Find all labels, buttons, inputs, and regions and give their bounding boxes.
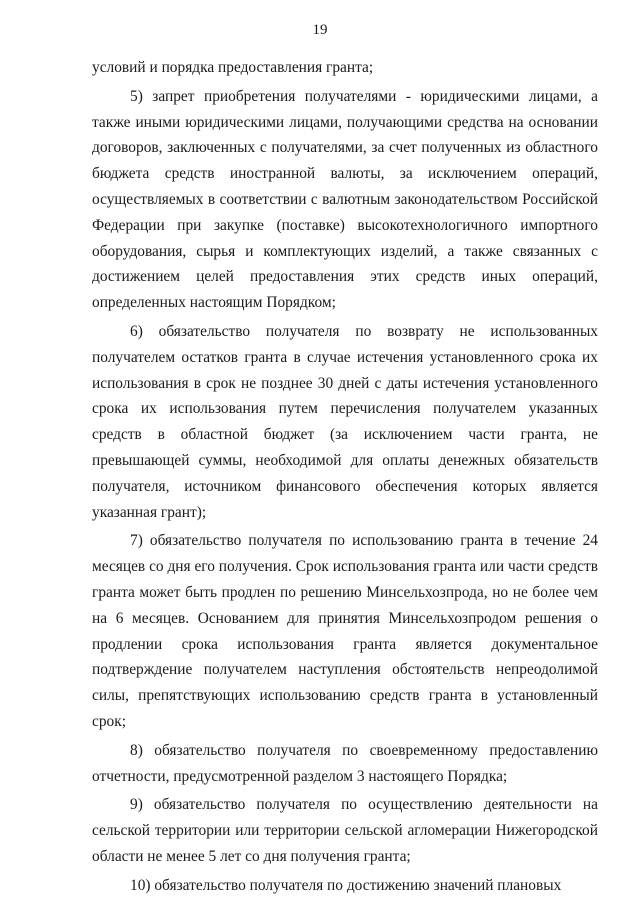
paragraph-item-7: 7) обязательство получателя по использованию гранта в течение 24 месяцев со дня его получения. Срок использования гранта или части средств гранта может быть продлен по решению Минсельхозпрода, но не более чем на 6 месяцев. Основанием для принятия Минсельхозпродом решения о продлении срока использования гранта является документальное подтверждение получателем наступления обстоятельств непреодолимой силы, препятствующих использованию средств гранта в установленный срок; (92, 532, 598, 730)
paragraph-item-5: 5) запрет приобретения получателями - юридическими лицами, а также иными юридическими лицами, получающими средства на основании договоров, заключенных с получателями, за счет полученных из областного бюджета средств иностранной валюты, за исключением операций, осуществляемых в соответствии с валютным законодательством Российской Федерации при закупке (поставке) высокотехнологичного импортного оборудования, сырья и комплектующих изделий, а также связанных с достижением целей предоставления этих средств иных операций, определенных настоящим Порядком; (92, 87, 598, 312)
paragraph-item-6: 6) обязательство получателя по возврату не использованных получателем остатков гранта в случае истечения установленного срока их использования в срок не позднее 30 дней с даты истечения установленного срока их использования путем перечисления получателем указанных средств в областной бюджет (за исключением части гранта, не превышающей суммы, необходимой для оплаты денежных обязательств получателя, источником финансового обеспечения которых является указанная грант); (92, 322, 598, 521)
paragraph-item-8: 8) обязательство получателя по своевременному предоставлению отчетности, предусмотренной разделом 3 настоящего Порядка; (92, 741, 598, 785)
paragraph-item-10: 10) обязательство получателя по достижению значений плановых (130, 876, 562, 894)
page-number: 19 (312, 22, 328, 38)
paragraph-item-9: 9) обязательство получателя по осуществлению деятельности на сельской территории или территории сельской агломерации Нижегородской области не менее 5 лет со дня получения гранта; (92, 796, 598, 865)
paragraph-continuation: условий и порядка предоставления гранта; (92, 59, 374, 76)
document-body (92, 55, 598, 902)
